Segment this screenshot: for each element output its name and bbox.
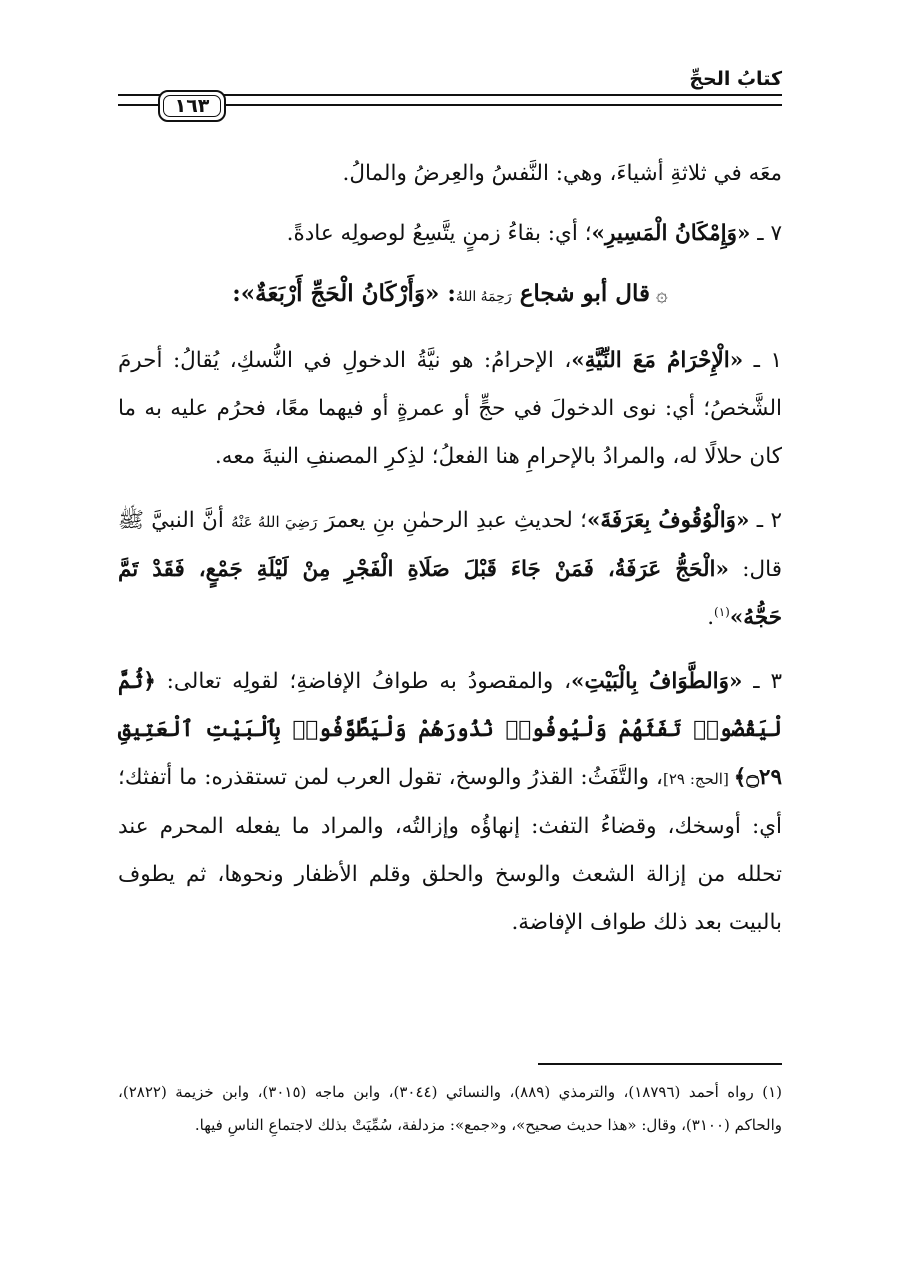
footnote-1: (١) رواه أحمد (١٨٧٩٦)، والترمذي (٨٨٩)، والنسائي (٣٠٤٤)، وابن ماجه (٣٠١٥)، وابن خزيمة (٢٨٢٢)، والحاكم (٣١٠٠)، وقال: «هذا حديث صحيح»، و«جمع»: مزدلفة، سُمِّيَتْ بذلك لاجتماعِ الناسِ فيها. [118,1083,783,1134]
explanation-text: ؛ لحديثِ عبدِ الرحمٰنِ بنِ يعمرَ [317,508,587,533]
honorific-text: رَحِمَهُ اللهُ [455,289,512,305]
item-number: ١ ـ [743,348,783,373]
explanation-text: ، والتَّفَثُ: القذرُ والوسخ، تقول العرب لمن تستقذره: ما أتفثك؛ أي: أوسخك، وقضاءُ التفث: إنهاؤُه وإزالتُه، والمراد ما يفعله المحرم عند تحلله من إزالة الشعث والوسخ والحلق وقلم الأظفار ونحوها، ثم يطوف بالبيت بعد ذلك طواف الإفاضة. [118,765,782,935]
matn-term: «الْإِحْرَامُ مَعَ النِّيَّةِ» [571,348,744,373]
explanation-text: أنَّ النبيَّ [143,508,232,533]
item-number: ٣ ـ [742,669,782,694]
matn-term: «وَإِمْكَانُ الْمَسِيرِ» [591,221,751,246]
heading-speaker: قال أبو شجاع [519,280,650,307]
section-heading [118,270,782,321]
verse-reference: [الحج: ٢٩] [662,770,734,788]
salutation-symbol: ﷺ [118,508,144,533]
paragraph-condition-7 [118,210,782,258]
paragraph-continuation: معَه في ثلاثةِ أشياءَ، وهي: النَّفسُ والعِرضُ والمالُ. [342,161,782,186]
matn-term: «وَالْوُقُوفُ بِعَرَفَةَ» [586,508,750,533]
honorific-text: رَضِيَ اللهُ عَنْهُ [231,513,318,531]
quran-verse: ﴿ثُمَّ لْيَقْضُوا۟ تَفَثَهُمْ وَلْيُوفُوا۟ نُذُورَهُمْ وَلْيَطَّوَّفُوا۟ بِٱلْبَيْتِ ٱلْعَتِيقِ ۝٢٩﴾ [118,669,783,790]
explanation-text: ، والمقصودُ به طوافُ الإفاضةِ؛ لقولِه تعالى: [155,669,572,694]
sentence-end: . [707,605,715,630]
explanation-text: ؛ أي: بقاءُ زمنٍ يتَّسِعُ لوصولِه عادةً. [286,221,592,246]
explanation-text: ، الإحرامُ: هو نيَّةُ الدخولِ في النُّسكِ، يُقالُ: أحرمَ الشَّخصُ؛ أي: نوى الدخولَ في حجٍّ أو عمرةٍ أو فيهما معًا، فحرُم عليه به ما كان حلالًا له، والمرادُ بالإحرامِ هنا الفعلُ؛ لذِكرِ المصنفِ النيةَ معه. [118,348,782,469]
footnote-separator [538,1063,782,1065]
footnote-marker[interactable]: (١) [714,604,730,619]
heading-quote: : «وَأَرْكَانُ الْحَجِّ أَرْبَعَةٌ»: [232,280,456,307]
item-number: ٢ ـ [749,508,782,533]
footnotes [118,1076,782,1142]
matn-term: «وَالطَّوَافُ بِالْبَيْتِ» [571,669,743,694]
page-number: ١٦٣ [174,95,210,117]
paragraph-pillar-2 [118,497,782,642]
item-number: ٧ ـ [750,221,782,246]
paragraph-pillar-3 [118,658,782,947]
explanation-text: قال: [728,557,782,582]
chapter-title: كتابُ الحجِّ [689,68,782,90]
main-text [118,150,782,963]
flower-ornament-icon: ۞ [655,282,668,306]
page-number-frame [158,90,226,122]
paragraph-pillar-1 [118,337,782,481]
hadith-text: «الْحَجُّ عَرَفَةُ، فَمَنْ جَاءَ قَبْلَ صَلَاةِ الْفَجْرِ مِنْ لَيْلَةِ جَمْعٍ، فَقَدْ تَمَّ حَجُّهُ» [118,557,782,630]
